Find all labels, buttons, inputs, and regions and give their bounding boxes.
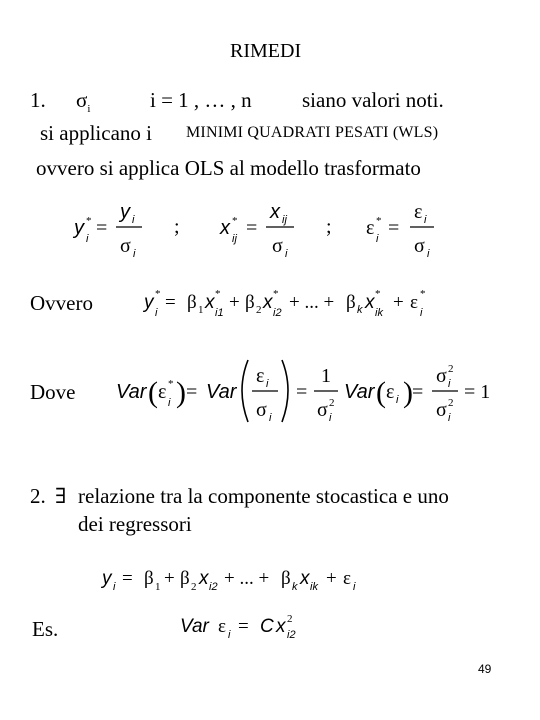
svg-text:x: x bbox=[205, 292, 215, 313]
item-1-number: 1. bbox=[30, 88, 46, 112]
svg-text:ε: ε bbox=[386, 381, 395, 403]
svg-text:i1: i1 bbox=[215, 307, 224, 319]
svg-text:i: i bbox=[266, 378, 269, 390]
variance-derivation-formula bbox=[112, 352, 502, 428]
svg-text:*: * bbox=[86, 215, 92, 227]
svg-text:i: i bbox=[353, 581, 356, 593]
svg-text:i: i bbox=[448, 378, 451, 390]
svg-text:ε: ε bbox=[256, 365, 265, 387]
svg-text:*: * bbox=[273, 288, 279, 300]
svg-text:i: i bbox=[420, 307, 423, 319]
svg-text:x: x bbox=[300, 568, 310, 589]
svg-text:x: x bbox=[199, 568, 209, 589]
svg-text:i2: i2 bbox=[273, 307, 282, 319]
svg-text:i: i bbox=[168, 397, 171, 409]
svg-text:i: i bbox=[228, 629, 231, 641]
svg-text:i: i bbox=[155, 307, 158, 319]
transformed-model-formula bbox=[142, 280, 462, 324]
svg-text:σ: σ bbox=[436, 365, 447, 387]
svg-text:i: i bbox=[133, 248, 136, 260]
svg-text:x: x bbox=[220, 217, 230, 239]
svg-text:*: * bbox=[375, 288, 381, 300]
svg-text:i: i bbox=[113, 581, 116, 593]
svg-text:ε: ε bbox=[366, 217, 375, 239]
index-range: i = 1 , … , n bbox=[150, 88, 252, 112]
transformed-variables-formula bbox=[70, 196, 450, 266]
svg-text:k: k bbox=[292, 581, 298, 593]
es-label: Es. bbox=[32, 617, 59, 641]
svg-text:+: + bbox=[164, 568, 175, 589]
svg-text:*: * bbox=[215, 288, 221, 300]
svg-text:+: + bbox=[229, 292, 240, 313]
svg-text:σ: σ bbox=[414, 235, 425, 257]
sigma-glyph: σ bbox=[76, 88, 88, 112]
svg-text:+: + bbox=[393, 292, 404, 313]
svg-text:2: 2 bbox=[448, 363, 454, 375]
svg-text:1: 1 bbox=[198, 304, 204, 316]
svg-text:=: = bbox=[412, 381, 424, 403]
item-2-number: 2. bbox=[30, 484, 46, 508]
svg-text:*: * bbox=[420, 288, 426, 300]
sigma-i-symbol bbox=[76, 88, 90, 115]
svg-text:=: = bbox=[186, 381, 198, 403]
svg-text:i: i bbox=[329, 412, 332, 424]
svg-text:ε: ε bbox=[410, 292, 418, 313]
svg-text:ij: ij bbox=[282, 214, 287, 226]
svg-text:*: * bbox=[168, 378, 174, 390]
svg-text:ε: ε bbox=[343, 568, 351, 589]
dove-label: Dove bbox=[30, 380, 76, 404]
svg-text:= 1: = 1 bbox=[464, 381, 491, 403]
svg-text:x: x bbox=[270, 201, 280, 223]
svg-text:β: β bbox=[281, 568, 291, 589]
item-2-line-2: dei regressori bbox=[78, 512, 192, 536]
slide-title: RIMEDI bbox=[230, 40, 302, 62]
svg-text:=: = bbox=[122, 568, 133, 589]
svg-text:2: 2 bbox=[287, 613, 293, 625]
svg-text:2: 2 bbox=[329, 397, 335, 409]
item-2-line-1: relazione tra la componente stocastica e uno bbox=[78, 484, 449, 508]
svg-text:ε: ε bbox=[414, 201, 423, 223]
svg-text:x: x bbox=[365, 292, 375, 313]
svg-text:ik: ik bbox=[375, 307, 383, 319]
svg-text:=: = bbox=[238, 616, 249, 637]
svg-text:σ: σ bbox=[256, 399, 267, 421]
svg-text:i: i bbox=[132, 214, 135, 226]
svg-text:x: x bbox=[276, 616, 286, 637]
svg-text:2: 2 bbox=[448, 397, 454, 409]
svg-text:y: y bbox=[120, 201, 130, 223]
svg-text:i: i bbox=[396, 394, 399, 406]
svg-text:y: y bbox=[74, 217, 84, 239]
svg-text:=: = bbox=[296, 381, 308, 403]
svg-text:Var: Var bbox=[206, 381, 237, 403]
sigma-subscript: i bbox=[87, 103, 91, 116]
svg-text:1: 1 bbox=[321, 365, 331, 387]
svg-text:ij: ij bbox=[232, 233, 237, 245]
svg-text:Var: Var bbox=[116, 381, 147, 403]
svg-text:): ) bbox=[176, 376, 186, 409]
svg-text:+ ... +: + ... + bbox=[224, 568, 270, 589]
svg-text:σ: σ bbox=[120, 235, 131, 257]
svg-text:β: β bbox=[187, 292, 197, 313]
exists-symbol: ∃ bbox=[55, 484, 67, 508]
svg-text:Var: Var bbox=[180, 616, 209, 637]
svg-text:y: y bbox=[144, 292, 154, 313]
svg-text:(: ( bbox=[376, 376, 386, 409]
svg-text:): ) bbox=[403, 376, 413, 409]
svg-text:2: 2 bbox=[256, 304, 262, 316]
svg-text:β: β bbox=[346, 292, 356, 313]
svg-text:x: x bbox=[263, 292, 273, 313]
svg-text:=: = bbox=[388, 217, 400, 239]
svg-text:*: * bbox=[155, 288, 161, 300]
svg-text:+: + bbox=[326, 568, 337, 589]
svg-text:i2: i2 bbox=[209, 581, 218, 593]
heteroskedastic-variance-formula bbox=[178, 608, 318, 642]
svg-text:i: i bbox=[285, 248, 288, 260]
svg-text:i: i bbox=[376, 233, 379, 245]
svg-text:ik: ik bbox=[310, 581, 318, 593]
ols-transformed-line: ovvero si applica OLS al modello trasformato bbox=[36, 156, 421, 180]
svg-text:*: * bbox=[232, 215, 238, 227]
svg-text:i: i bbox=[448, 412, 451, 424]
svg-text:(: ( bbox=[148, 376, 158, 409]
svg-text:;: ; bbox=[326, 216, 332, 238]
svg-text:β: β bbox=[144, 568, 154, 589]
svg-text:2: 2 bbox=[191, 581, 197, 593]
wls-method: MINIMI QUADRATI PESATI (WLS) bbox=[186, 124, 439, 141]
svg-text:i: i bbox=[86, 233, 89, 245]
svg-text:Var: Var bbox=[344, 381, 375, 403]
svg-text:*: * bbox=[376, 215, 382, 227]
svg-text:y: y bbox=[102, 568, 112, 589]
svg-text:i2: i2 bbox=[287, 629, 296, 641]
svg-text:β: β bbox=[245, 292, 255, 313]
svg-text:σ: σ bbox=[436, 399, 447, 421]
svg-text:β: β bbox=[180, 568, 190, 589]
svg-text:C: C bbox=[260, 616, 274, 637]
svg-text:σ: σ bbox=[317, 399, 328, 421]
svg-text:1: 1 bbox=[155, 581, 161, 593]
original-model-formula bbox=[100, 562, 390, 596]
svg-text:=: = bbox=[165, 292, 176, 313]
svg-text:=: = bbox=[96, 217, 108, 239]
svg-text:ε: ε bbox=[158, 381, 167, 403]
svg-text:k: k bbox=[357, 304, 363, 316]
page-number: 49 bbox=[478, 662, 492, 676]
known-values-text: siano valori noti. bbox=[302, 88, 444, 112]
svg-text:i: i bbox=[424, 214, 427, 226]
ovvero-label: Ovvero bbox=[30, 291, 93, 315]
svg-text:i: i bbox=[427, 248, 430, 260]
apply-prefix: si applicano i bbox=[40, 121, 152, 145]
svg-text:;: ; bbox=[174, 216, 180, 238]
svg-text:σ: σ bbox=[272, 235, 283, 257]
svg-text:+ ... +: + ... + bbox=[289, 292, 335, 313]
svg-text:=: = bbox=[246, 217, 258, 239]
svg-text:i: i bbox=[269, 412, 272, 424]
svg-text:ε: ε bbox=[218, 616, 226, 637]
